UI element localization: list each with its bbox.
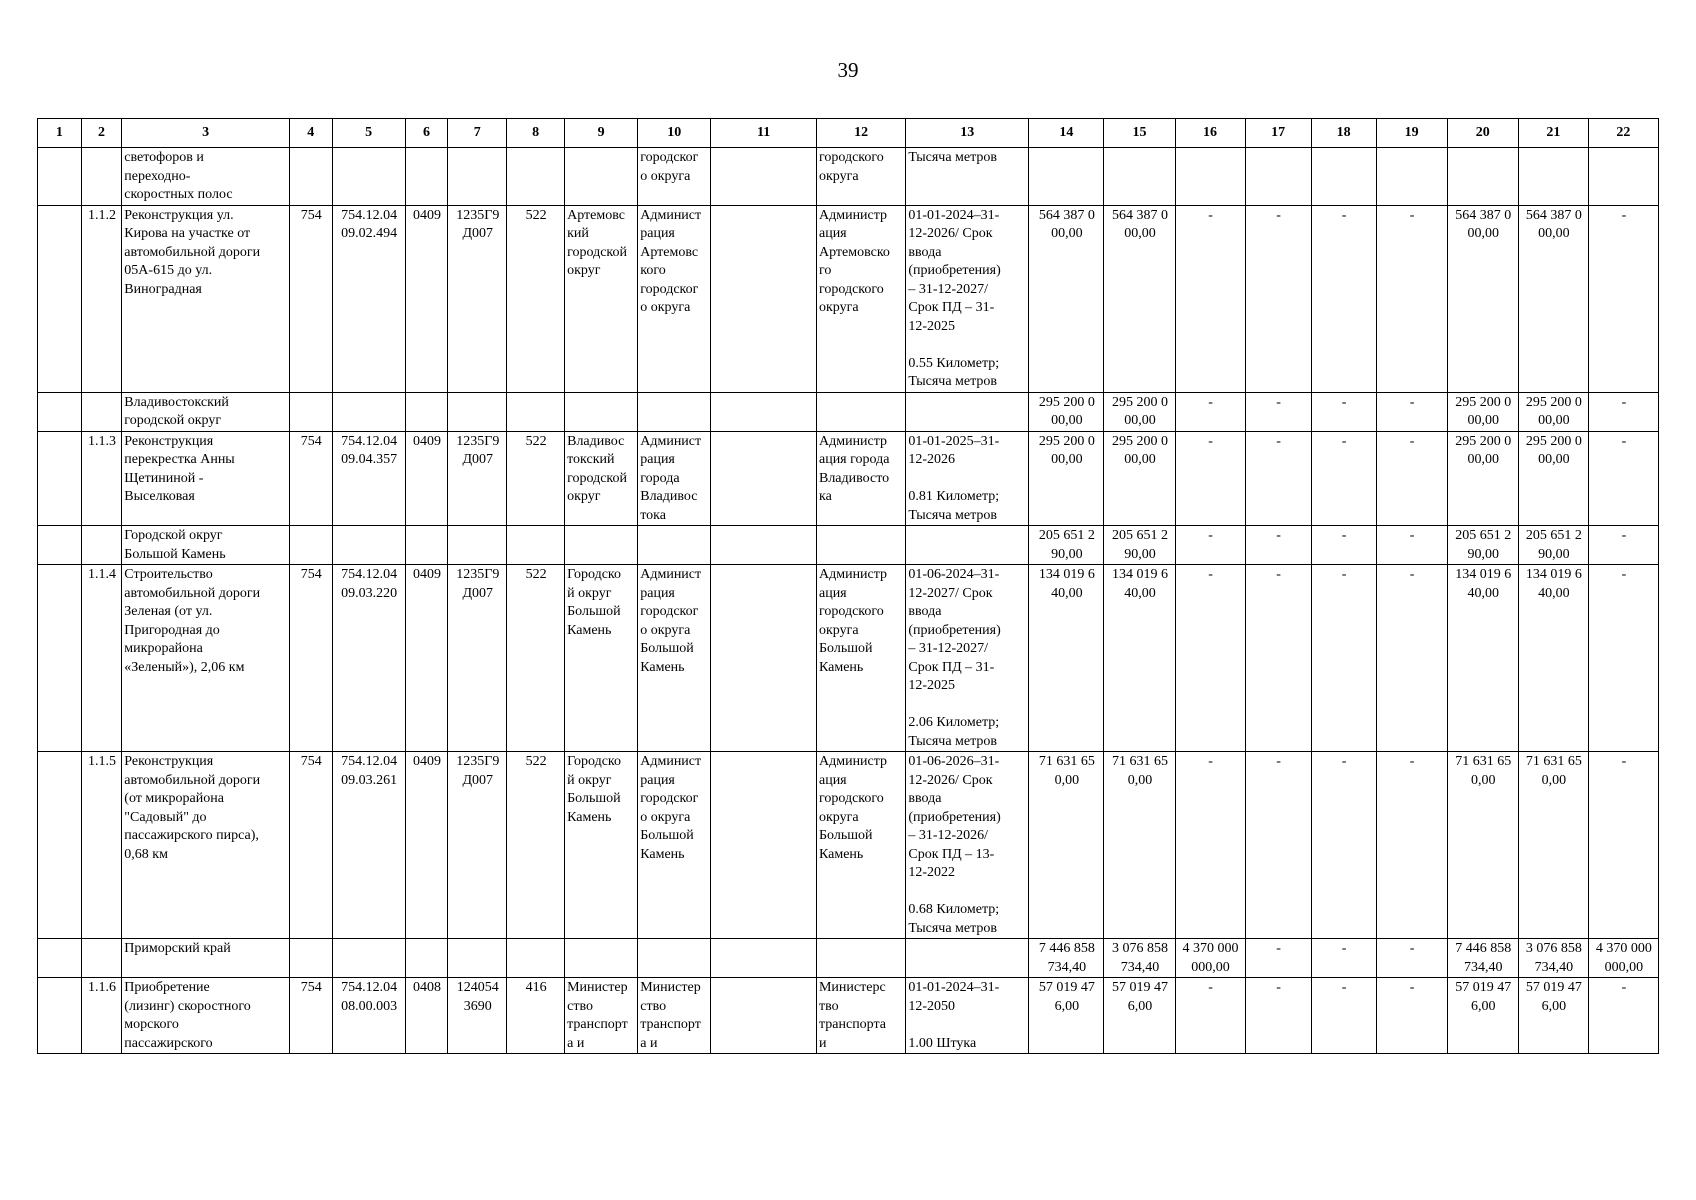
table-cell: 0408 (405, 978, 448, 1054)
table-cell: Реконструкция ул. Кирова на участке от автомобильной дороги 05А-615 до ул. Виноградная (122, 205, 290, 392)
table-cell (405, 939, 448, 978)
table-cell: 4 370 000 000,00 (1588, 939, 1658, 978)
table-cell: 295 200 0 00,00 (1104, 431, 1175, 526)
table-cell: - (1588, 526, 1658, 565)
table-cell: - (1311, 565, 1376, 752)
table-cell: 295 200 0 00,00 (1447, 392, 1518, 431)
table-cell: - (1376, 565, 1447, 752)
table-cell (711, 148, 817, 206)
table-cell: 71 631 65 0,00 (1518, 752, 1588, 939)
table-cell: Админист рация городског о округа Большой Камень (638, 565, 711, 752)
table-cell (507, 392, 565, 431)
table-cell: 3 076 858 734,40 (1104, 939, 1175, 978)
table-cell: - (1588, 392, 1658, 431)
table-cell: - (1245, 939, 1311, 978)
table-cell: 754.12.04 08.00.003 (332, 978, 405, 1054)
table-cell: 134 019 6 40,00 (1447, 565, 1518, 752)
table-cell: Приобретение (лизинг) скоростного морского пассажирского (122, 978, 290, 1054)
table-cell (332, 392, 405, 431)
table-row (38, 431, 1659, 526)
table-cell: 0409 (405, 752, 448, 939)
table-cell: - (1588, 565, 1658, 752)
table-cell: 522 (507, 752, 565, 939)
table-cell: 134 019 6 40,00 (1518, 565, 1588, 752)
table-cell (638, 939, 711, 978)
table-cell: 522 (507, 565, 565, 752)
table-cell: 1.1.6 (81, 978, 122, 1054)
table-cell (565, 939, 638, 978)
table-cell (1447, 148, 1518, 206)
table-cell: 01-01-2024–31- 12-2050 1.00 Штука (906, 978, 1029, 1054)
table-cell: 522 (507, 205, 565, 392)
table-cell (405, 148, 448, 206)
table-cell: 01-01-2024–31- 12-2026/ Срок ввода (приобретения) – 31-12-2027/ Срок ПД – 31- 12-2025 0.55 Километр; Тысяча метров (906, 205, 1029, 392)
table-cell: светофоров и переходно- скоростных полос (122, 148, 290, 206)
table-cell: 295 200 0 00,00 (1518, 392, 1588, 431)
table-cell: 57 019 47 6,00 (1518, 978, 1588, 1054)
table-cell: - (1376, 205, 1447, 392)
page-number: 39 (837, 58, 859, 82)
table-cell (711, 939, 817, 978)
table-cell: - (1588, 205, 1658, 392)
table-cell (38, 565, 82, 752)
table-cell: 71 631 65 0,00 (1104, 752, 1175, 939)
column-header: 6 (405, 119, 448, 148)
table-cell: 564 387 0 00,00 (1518, 205, 1588, 392)
table-cell: Админист рация Артемовс кого городског о округа (638, 205, 711, 392)
table-cell: 754.12.04 09.03.220 (332, 565, 405, 752)
table-cell: 1235Г9 Д007 (448, 205, 507, 392)
table-row (38, 392, 1659, 431)
table-cell (289, 939, 332, 978)
table-cell: Министер ство транспорт а и (638, 978, 711, 1054)
table-cell: 0409 (405, 565, 448, 752)
table-cell: - (1311, 205, 1376, 392)
column-header: 12 (816, 119, 905, 148)
table-cell (81, 148, 122, 206)
column-header: 7 (448, 119, 507, 148)
column-header: 17 (1245, 119, 1311, 148)
table-cell: - (1376, 752, 1447, 939)
table-cell: 754.12.04 09.03.261 (332, 752, 405, 939)
table-cell: 57 019 47 6,00 (1104, 978, 1175, 1054)
table-cell (38, 939, 82, 978)
table-cell: 7 446 858 734,40 (1029, 939, 1104, 978)
table-cell: Приморский край (122, 939, 290, 978)
column-header: 15 (1104, 119, 1175, 148)
table-cell: 564 387 0 00,00 (1029, 205, 1104, 392)
table-cell: 0409 (405, 205, 448, 392)
table-cell: - (1245, 978, 1311, 1054)
table-cell (289, 148, 332, 206)
table-cell (711, 752, 817, 939)
table-cell (289, 526, 332, 565)
table-cell: 295 200 0 00,00 (1029, 431, 1104, 526)
table-cell (816, 392, 905, 431)
table-cell: 7 446 858 734,40 (1447, 939, 1518, 978)
table-cell (332, 148, 405, 206)
table-cell: 754 (289, 565, 332, 752)
table-row (38, 565, 1659, 752)
table-cell: - (1311, 526, 1376, 565)
table-row (38, 752, 1659, 939)
data-table (37, 118, 1659, 1054)
table-cell (507, 148, 565, 206)
table-cell: Тысяча метров (906, 148, 1029, 206)
table-cell (906, 392, 1029, 431)
table-cell: - (1175, 392, 1245, 431)
table-cell (448, 526, 507, 565)
table-cell: - (1175, 752, 1245, 939)
table-cell: - (1376, 431, 1447, 526)
table-cell: - (1245, 752, 1311, 939)
table-cell: 754.12.04 09.02.494 (332, 205, 405, 392)
column-header: 1 (38, 119, 82, 148)
table-cell: - (1311, 939, 1376, 978)
table-cell (711, 205, 817, 392)
table-cell: 295 200 0 00,00 (1518, 431, 1588, 526)
table-row (38, 205, 1659, 392)
table-cell (711, 978, 817, 1054)
column-header: 22 (1588, 119, 1658, 148)
table-cell: Администр ация городского округа Большой Камень (816, 752, 905, 939)
table-row (38, 978, 1659, 1054)
table-cell: - (1245, 205, 1311, 392)
table-cell: Администр ация Артемовско го городского округа (816, 205, 905, 392)
table-cell: Городско й округ Большой Камень (565, 565, 638, 752)
table-cell (565, 148, 638, 206)
table-cell (448, 392, 507, 431)
table-cell (1104, 148, 1175, 206)
table-cell: 295 200 0 00,00 (1447, 431, 1518, 526)
column-header: 4 (289, 119, 332, 148)
table-cell: городског о округа (638, 148, 711, 206)
table-cell: 754 (289, 752, 332, 939)
table-cell (565, 392, 638, 431)
table-cell: Строительство автомобильной дороги Зеленая (от ул. Пригородная до микрорайона «Зеленый»), 2,06 км (122, 565, 290, 752)
table-cell: Реконструкция перекрестка Анны Щетининой - Выселковая (122, 431, 290, 526)
table-cell (816, 526, 905, 565)
column-header: 20 (1447, 119, 1518, 148)
table-cell: Администр ация городского округа Большой Камень (816, 565, 905, 752)
table-cell: 522 (507, 431, 565, 526)
table-cell: Городско й округ Большой Камень (565, 752, 638, 939)
table-cell: Артемовс кий городской округ (565, 205, 638, 392)
table-cell: - (1175, 978, 1245, 1054)
table-cell: - (1311, 431, 1376, 526)
table-cell (38, 148, 82, 206)
column-header: 19 (1376, 119, 1447, 148)
table-cell (711, 565, 817, 752)
table-cell (405, 392, 448, 431)
table-row (38, 526, 1659, 565)
table-cell: - (1245, 526, 1311, 565)
table-cell (906, 526, 1029, 565)
table-cell: 416 (507, 978, 565, 1054)
table-cell (38, 205, 82, 392)
column-header: 8 (507, 119, 565, 148)
table-cell (711, 431, 817, 526)
table-cell (38, 752, 82, 939)
column-header: 10 (638, 119, 711, 148)
table-cell: - (1245, 565, 1311, 752)
table-cell: 1.1.3 (81, 431, 122, 526)
table-cell: 3 076 858 734,40 (1518, 939, 1588, 978)
table-cell: 124054 3690 (448, 978, 507, 1054)
table-cell: - (1311, 392, 1376, 431)
table-cell (1245, 148, 1311, 206)
table-cell (507, 939, 565, 978)
table-cell: Реконструкция автомобильной дороги (от микрорайона "Садовый" до пассажирского пирса), 0,68 км (122, 752, 290, 939)
table-cell (1029, 148, 1104, 206)
table-cell (1588, 148, 1658, 206)
table-cell: Министерс тво транспорта и (816, 978, 905, 1054)
table-cell (638, 392, 711, 431)
table-cell (81, 526, 122, 565)
table-cell: - (1311, 752, 1376, 939)
table-cell (81, 939, 122, 978)
column-header: 18 (1311, 119, 1376, 148)
table-cell (1376, 148, 1447, 206)
table-cell: - (1588, 431, 1658, 526)
table-cell (448, 148, 507, 206)
table-cell: 1235Г9 Д007 (448, 565, 507, 752)
table-cell (711, 392, 817, 431)
table-cell (405, 526, 448, 565)
table-cell: 01-06-2026–31- 12-2026/ Срок ввода (приобретения) – 31-12-2026/ Срок ПД – 13- 12-2022 0.68 Километр; Тысяча метров (906, 752, 1029, 939)
table-cell: 57 019 47 6,00 (1029, 978, 1104, 1054)
table-cell: - (1175, 565, 1245, 752)
table-cell: 0409 (405, 431, 448, 526)
column-header: 14 (1029, 119, 1104, 148)
table-cell (565, 526, 638, 565)
table-cell (906, 939, 1029, 978)
table-cell: - (1175, 526, 1245, 565)
table-cell: - (1376, 939, 1447, 978)
table-cell: 01-01-2025–31- 12-2026 0.81 Километр; Тысяча метров (906, 431, 1029, 526)
table-cell: - (1245, 431, 1311, 526)
table-cell: 295 200 0 00,00 (1029, 392, 1104, 431)
table-cell: 71 631 65 0,00 (1447, 752, 1518, 939)
table-cell: Городской округ Большой Камень (122, 526, 290, 565)
table-cell: 205 651 2 90,00 (1104, 526, 1175, 565)
table-cell (289, 392, 332, 431)
table-cell: 1.1.4 (81, 565, 122, 752)
table-row (38, 939, 1659, 978)
table-cell: 205 651 2 90,00 (1518, 526, 1588, 565)
table-cell (38, 392, 82, 431)
table-cell (1311, 148, 1376, 206)
table-cell: - (1588, 978, 1658, 1054)
column-header: 11 (711, 119, 817, 148)
table-cell: 754 (289, 431, 332, 526)
table-cell: - (1376, 978, 1447, 1054)
table-cell: Админист рация городског о округа Большой Камень (638, 752, 711, 939)
table-cell: 205 651 2 90,00 (1447, 526, 1518, 565)
header-row (38, 119, 1659, 148)
table-cell: - (1245, 392, 1311, 431)
table-cell: городского округа (816, 148, 905, 206)
table-cell (1518, 148, 1588, 206)
table-cell (38, 431, 82, 526)
table-cell: 754 (289, 978, 332, 1054)
table-cell (638, 526, 711, 565)
table-cell: 1.1.5 (81, 752, 122, 939)
column-header: 13 (906, 119, 1029, 148)
table-cell: Админист рация города Владивос тока (638, 431, 711, 526)
table-row (38, 148, 1659, 206)
table-cell: - (1175, 431, 1245, 526)
table-cell (38, 978, 82, 1054)
table-cell (81, 392, 122, 431)
column-header: 5 (332, 119, 405, 148)
table-cell (332, 526, 405, 565)
table-cell (711, 526, 817, 565)
table-cell: 4 370 000 000,00 (1175, 939, 1245, 978)
table-cell (816, 939, 905, 978)
table-cell: 754.12.04 09.04.357 (332, 431, 405, 526)
table-cell: 754 (289, 205, 332, 392)
table-cell: 564 387 0 00,00 (1447, 205, 1518, 392)
column-header: 16 (1175, 119, 1245, 148)
table-cell (507, 526, 565, 565)
column-header: 2 (81, 119, 122, 148)
table-cell: 1235Г9 Д007 (448, 752, 507, 939)
table-cell: - (1311, 978, 1376, 1054)
table-cell: - (1175, 205, 1245, 392)
table-cell: 1.1.2 (81, 205, 122, 392)
table-cell: 1235Г9 Д007 (448, 431, 507, 526)
column-header: 21 (1518, 119, 1588, 148)
table-cell: 134 019 6 40,00 (1029, 565, 1104, 752)
table-cell: - (1376, 392, 1447, 431)
table-cell: Администр ация города Владивосто ка (816, 431, 905, 526)
column-header: 3 (122, 119, 290, 148)
table-cell: 134 019 6 40,00 (1104, 565, 1175, 752)
table-cell: Владивостокский городской округ (122, 392, 290, 431)
table-cell: 57 019 47 6,00 (1447, 978, 1518, 1054)
table-cell (332, 939, 405, 978)
table-cell: 71 631 65 0,00 (1029, 752, 1104, 939)
table-cell: Министер ство транспорт а и (565, 978, 638, 1054)
table-cell (38, 526, 82, 565)
table-cell: - (1376, 526, 1447, 565)
table-cell: - (1588, 752, 1658, 939)
table-cell: 205 651 2 90,00 (1029, 526, 1104, 565)
table-cell: 564 387 0 00,00 (1104, 205, 1175, 392)
table-cell: 295 200 0 00,00 (1104, 392, 1175, 431)
table-cell (448, 939, 507, 978)
table-cell: Владивос токский городской округ (565, 431, 638, 526)
table-cell (1175, 148, 1245, 206)
column-header: 9 (565, 119, 638, 148)
table-cell: 01-06-2024–31- 12-2027/ Срок ввода (приобретения) – 31-12-2027/ Срок ПД – 31- 12-2025 2.06 Километр; Тысяча метров (906, 565, 1029, 752)
